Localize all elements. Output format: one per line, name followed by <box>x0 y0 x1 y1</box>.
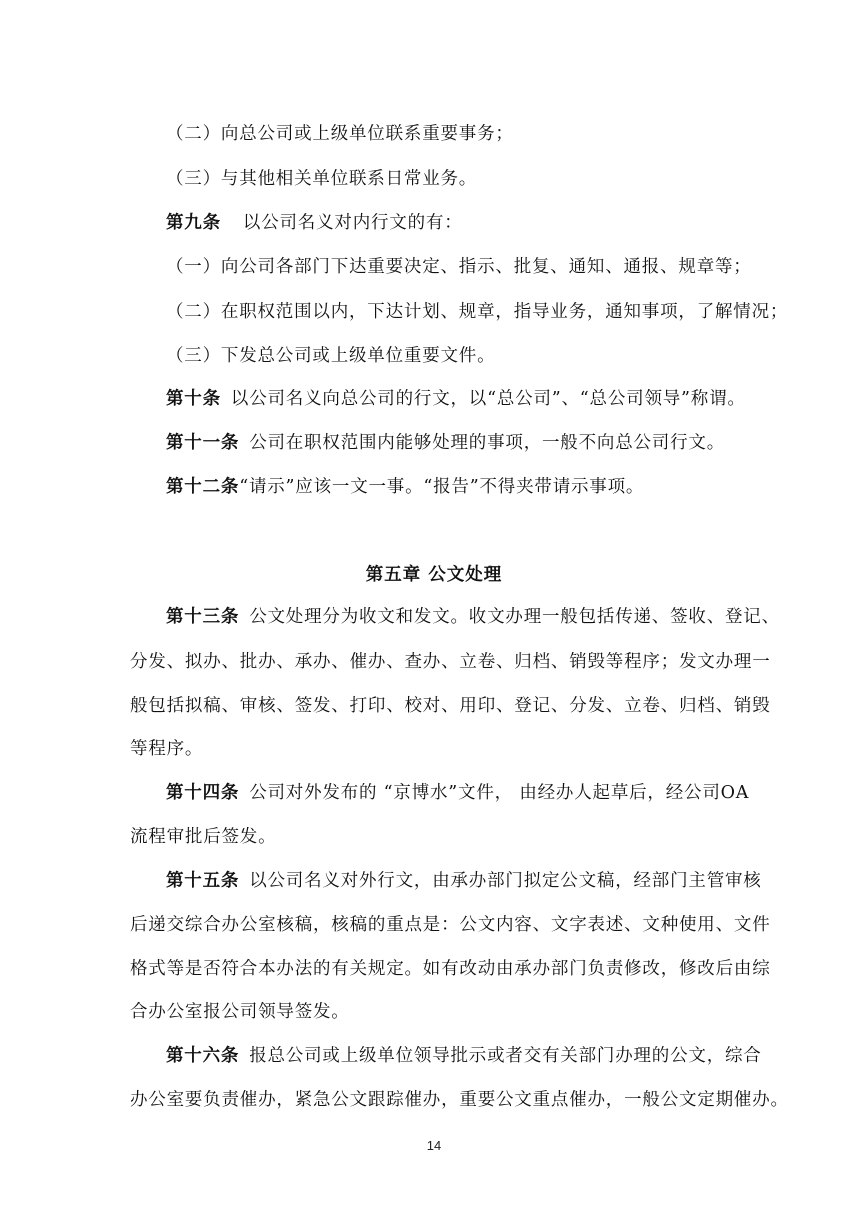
article-10 <box>166 387 746 411</box>
article-text: 以公司名义对外行文，由承办部门拟定公文稿，经部门主管审核 <box>249 871 762 891</box>
article-16-line-2: 办公室要负责催办，紧急公文跟踪催办，重要公文重点催办，一般公文定期催办。 <box>130 1090 789 1110</box>
article-text: 公司对外发布的 “京博水”文件， 由经办人起草后，经公司OA <box>249 783 750 803</box>
list-item-2: （二）在职权范围以内，下达计划、规章，指导业务，通知事项，了解情况； <box>166 302 789 322</box>
article-text: 公文处理分为收文和发文。收文办理一般包括传递、签收、登记、 <box>249 607 780 627</box>
page-number: 14 <box>426 1138 442 1153</box>
list-item-1: （一）向公司各部门下达重要决定、指示、批复、通知、通报、规章等； <box>166 257 752 277</box>
article-label: 第十条 <box>166 389 221 409</box>
article-label: 第十三条 <box>166 607 240 627</box>
article-13-line-3: 般包括拟稿、审核、签发、打印、校对、用印、登记、分发、立卷、归档、销毁 <box>130 696 771 716</box>
article-11 <box>166 431 725 455</box>
article-13-line-4: 等程序。 <box>130 739 204 759</box>
article-text: “请示”应该一文一事。“报告”不得夹带请示事项。 <box>239 477 645 497</box>
article-15-line-3: 格式等是否符合本办法的有关规定。如有改动由承办部门负责修改，修改后由综 <box>130 959 771 979</box>
article-14-line-1 <box>166 781 749 805</box>
article-15-line-1 <box>166 869 762 893</box>
article-label: 第九条 <box>166 213 221 233</box>
article-label: 第十六条 <box>166 1046 240 1066</box>
article-label: 第十五条 <box>166 871 240 891</box>
article-text: 以公司名义向总公司的行文，以“总公司”、“总公司领导”称谓。 <box>230 389 746 409</box>
article-label: 第十二条 <box>166 477 240 497</box>
article-13-line-2: 分发、拟办、批办、承办、催办、查办、立卷、归档、销毁等程序；发文办理一 <box>130 652 771 672</box>
article-13-line-1 <box>166 605 780 629</box>
article-12 <box>166 475 644 499</box>
article-label: 第十四条 <box>166 783 240 803</box>
article-text: 以公司名义对内行文的有： <box>242 213 463 233</box>
article-16-line-1 <box>166 1044 762 1068</box>
list-item-3: （三）下发总公司或上级单位重要文件。 <box>166 346 496 366</box>
article-14-line-2: 流程审批后签发。 <box>130 827 277 847</box>
article-15-line-2: 后递交综合办公室核稿，核稿的重点是：公文内容、文字表述、文种使用、文件 <box>130 915 771 935</box>
article-9 <box>166 211 463 235</box>
chapter-title: 第五章 公文处理 <box>365 565 503 585</box>
article-label: 第十一条 <box>166 433 240 453</box>
article-15-line-4: 合办公室报公司领导签发。 <box>130 1002 350 1022</box>
list-item-3: （三）与其他相关单位联系日常业务。 <box>166 169 478 189</box>
list-item-2: （二）向总公司或上级单位联系重要事务； <box>166 124 514 144</box>
article-text: 报总公司或上级单位领导批示或者交有关部门办理的公文，综合 <box>249 1046 762 1066</box>
article-text: 公司在职权范围内能够处理的事项，一般不向总公司行文。 <box>249 433 726 453</box>
